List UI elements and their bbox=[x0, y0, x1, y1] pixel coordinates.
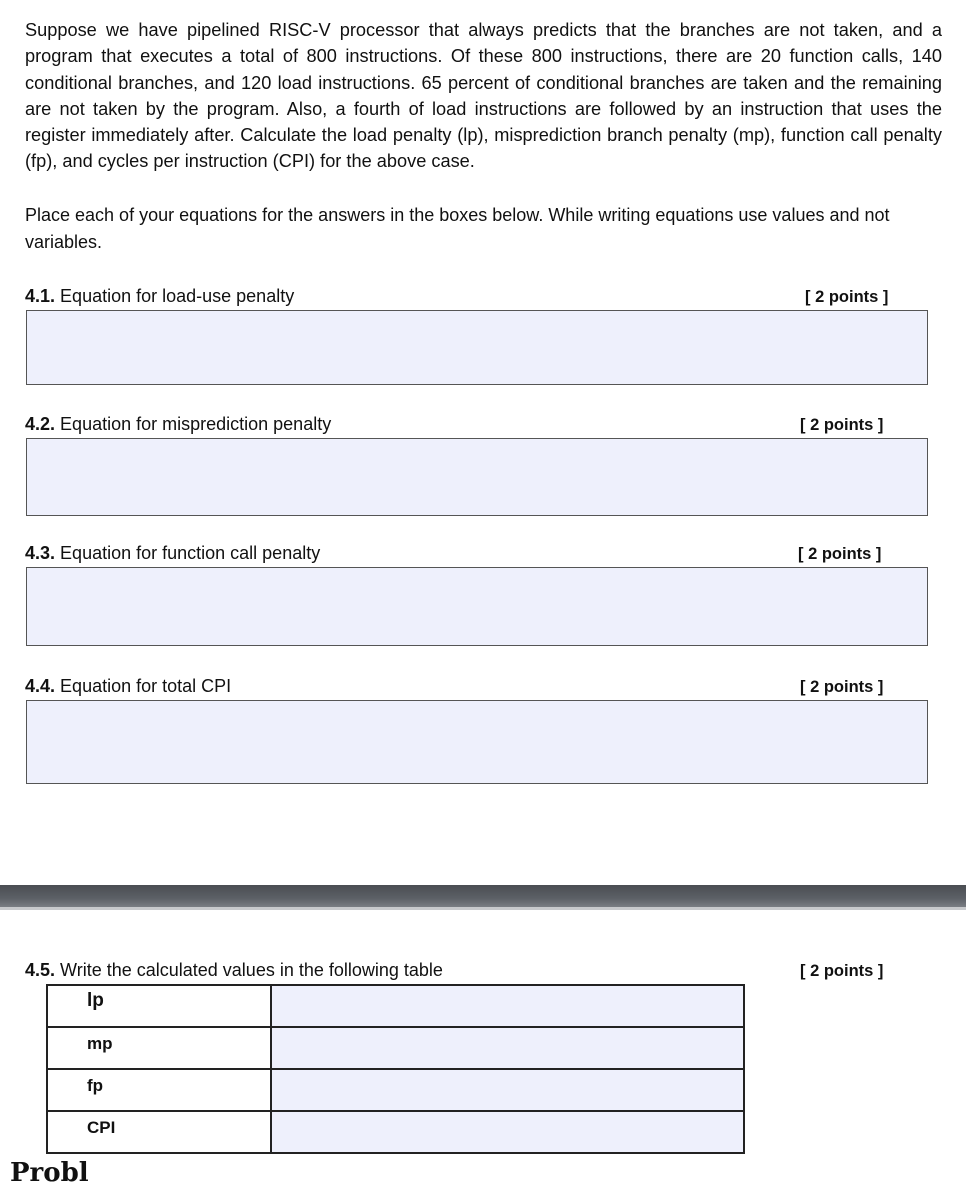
table-row bbox=[47, 1027, 744, 1069]
question-4-2-label bbox=[25, 413, 331, 435]
table-row bbox=[47, 985, 744, 1027]
question-4-4-label bbox=[25, 675, 231, 697]
question-text: Equation for total CPI bbox=[60, 676, 232, 696]
question-number: 4.5. bbox=[25, 960, 56, 980]
question-4-2-points: [ 2 points ] bbox=[800, 416, 884, 434]
answer-box-4-2[interactable] bbox=[26, 438, 928, 516]
instructions-text: Place each of your equations for the answers in the boxes below. While writing equations use values and not variables. bbox=[25, 205, 890, 252]
question-4-3-points: [ 2 points ] bbox=[798, 545, 882, 563]
cut-off-heading: Probl bbox=[10, 1158, 89, 1188]
answer-box-4-4[interactable] bbox=[26, 700, 928, 784]
question-4-3-label bbox=[25, 542, 320, 564]
table-row bbox=[47, 1111, 744, 1153]
question-text: Equation for function call penalty bbox=[60, 543, 321, 563]
question-text: Equation for load-use penalty bbox=[60, 286, 295, 306]
answer-box-4-1[interactable] bbox=[26, 310, 928, 385]
value-cell-fp[interactable] bbox=[271, 1069, 744, 1111]
value-cell-lp[interactable] bbox=[271, 985, 744, 1027]
question-text: Write the calculated values in the following table bbox=[60, 960, 443, 980]
question-4-5-points: [ 2 points ] bbox=[800, 962, 884, 980]
row-label-fp: fp bbox=[47, 1069, 271, 1111]
table-row bbox=[47, 1069, 744, 1111]
value-cell-mp[interactable] bbox=[271, 1027, 744, 1069]
row-label-cpi: CPI bbox=[47, 1111, 271, 1153]
question-4-4-points: [ 2 points ] bbox=[800, 678, 884, 696]
problem-description: Suppose we have pipelined RISC-V processor that always predicts that the branches are not taken, and a program that executes a total of 800 instructions. Of these 800 instructions, there are 20 function calls, 140 conditional branches, and 120 load instructions. 65 percent of conditional branches are taken and the remaining are not taken by the program. Also, a fourth of load instructions are followed by an instruction that uses the register immediately after. Calculate the load penalty (lp), misprediction branch penalty (mp), function call penalty (fp), and cycles per instruction (CPI) for the above case. bbox=[25, 20, 942, 172]
question-4-1-label bbox=[25, 285, 294, 307]
values-table bbox=[46, 984, 745, 1154]
page-break-divider bbox=[0, 885, 966, 907]
row-label-lp: lp bbox=[47, 985, 271, 1027]
answer-box-4-3[interactable] bbox=[26, 567, 928, 646]
value-cell-cpi[interactable] bbox=[271, 1111, 744, 1153]
question-text: Equation for misprediction penalty bbox=[60, 414, 332, 434]
question-number: 4.4. bbox=[25, 676, 56, 696]
question-4-5-label bbox=[25, 959, 443, 981]
question-number: 4.1. bbox=[25, 286, 56, 306]
row-label-mp: mp bbox=[47, 1027, 271, 1069]
question-4-1-points: [ 2 points ] bbox=[805, 288, 889, 306]
question-number: 4.2. bbox=[25, 414, 56, 434]
question-number: 4.3. bbox=[25, 543, 56, 563]
